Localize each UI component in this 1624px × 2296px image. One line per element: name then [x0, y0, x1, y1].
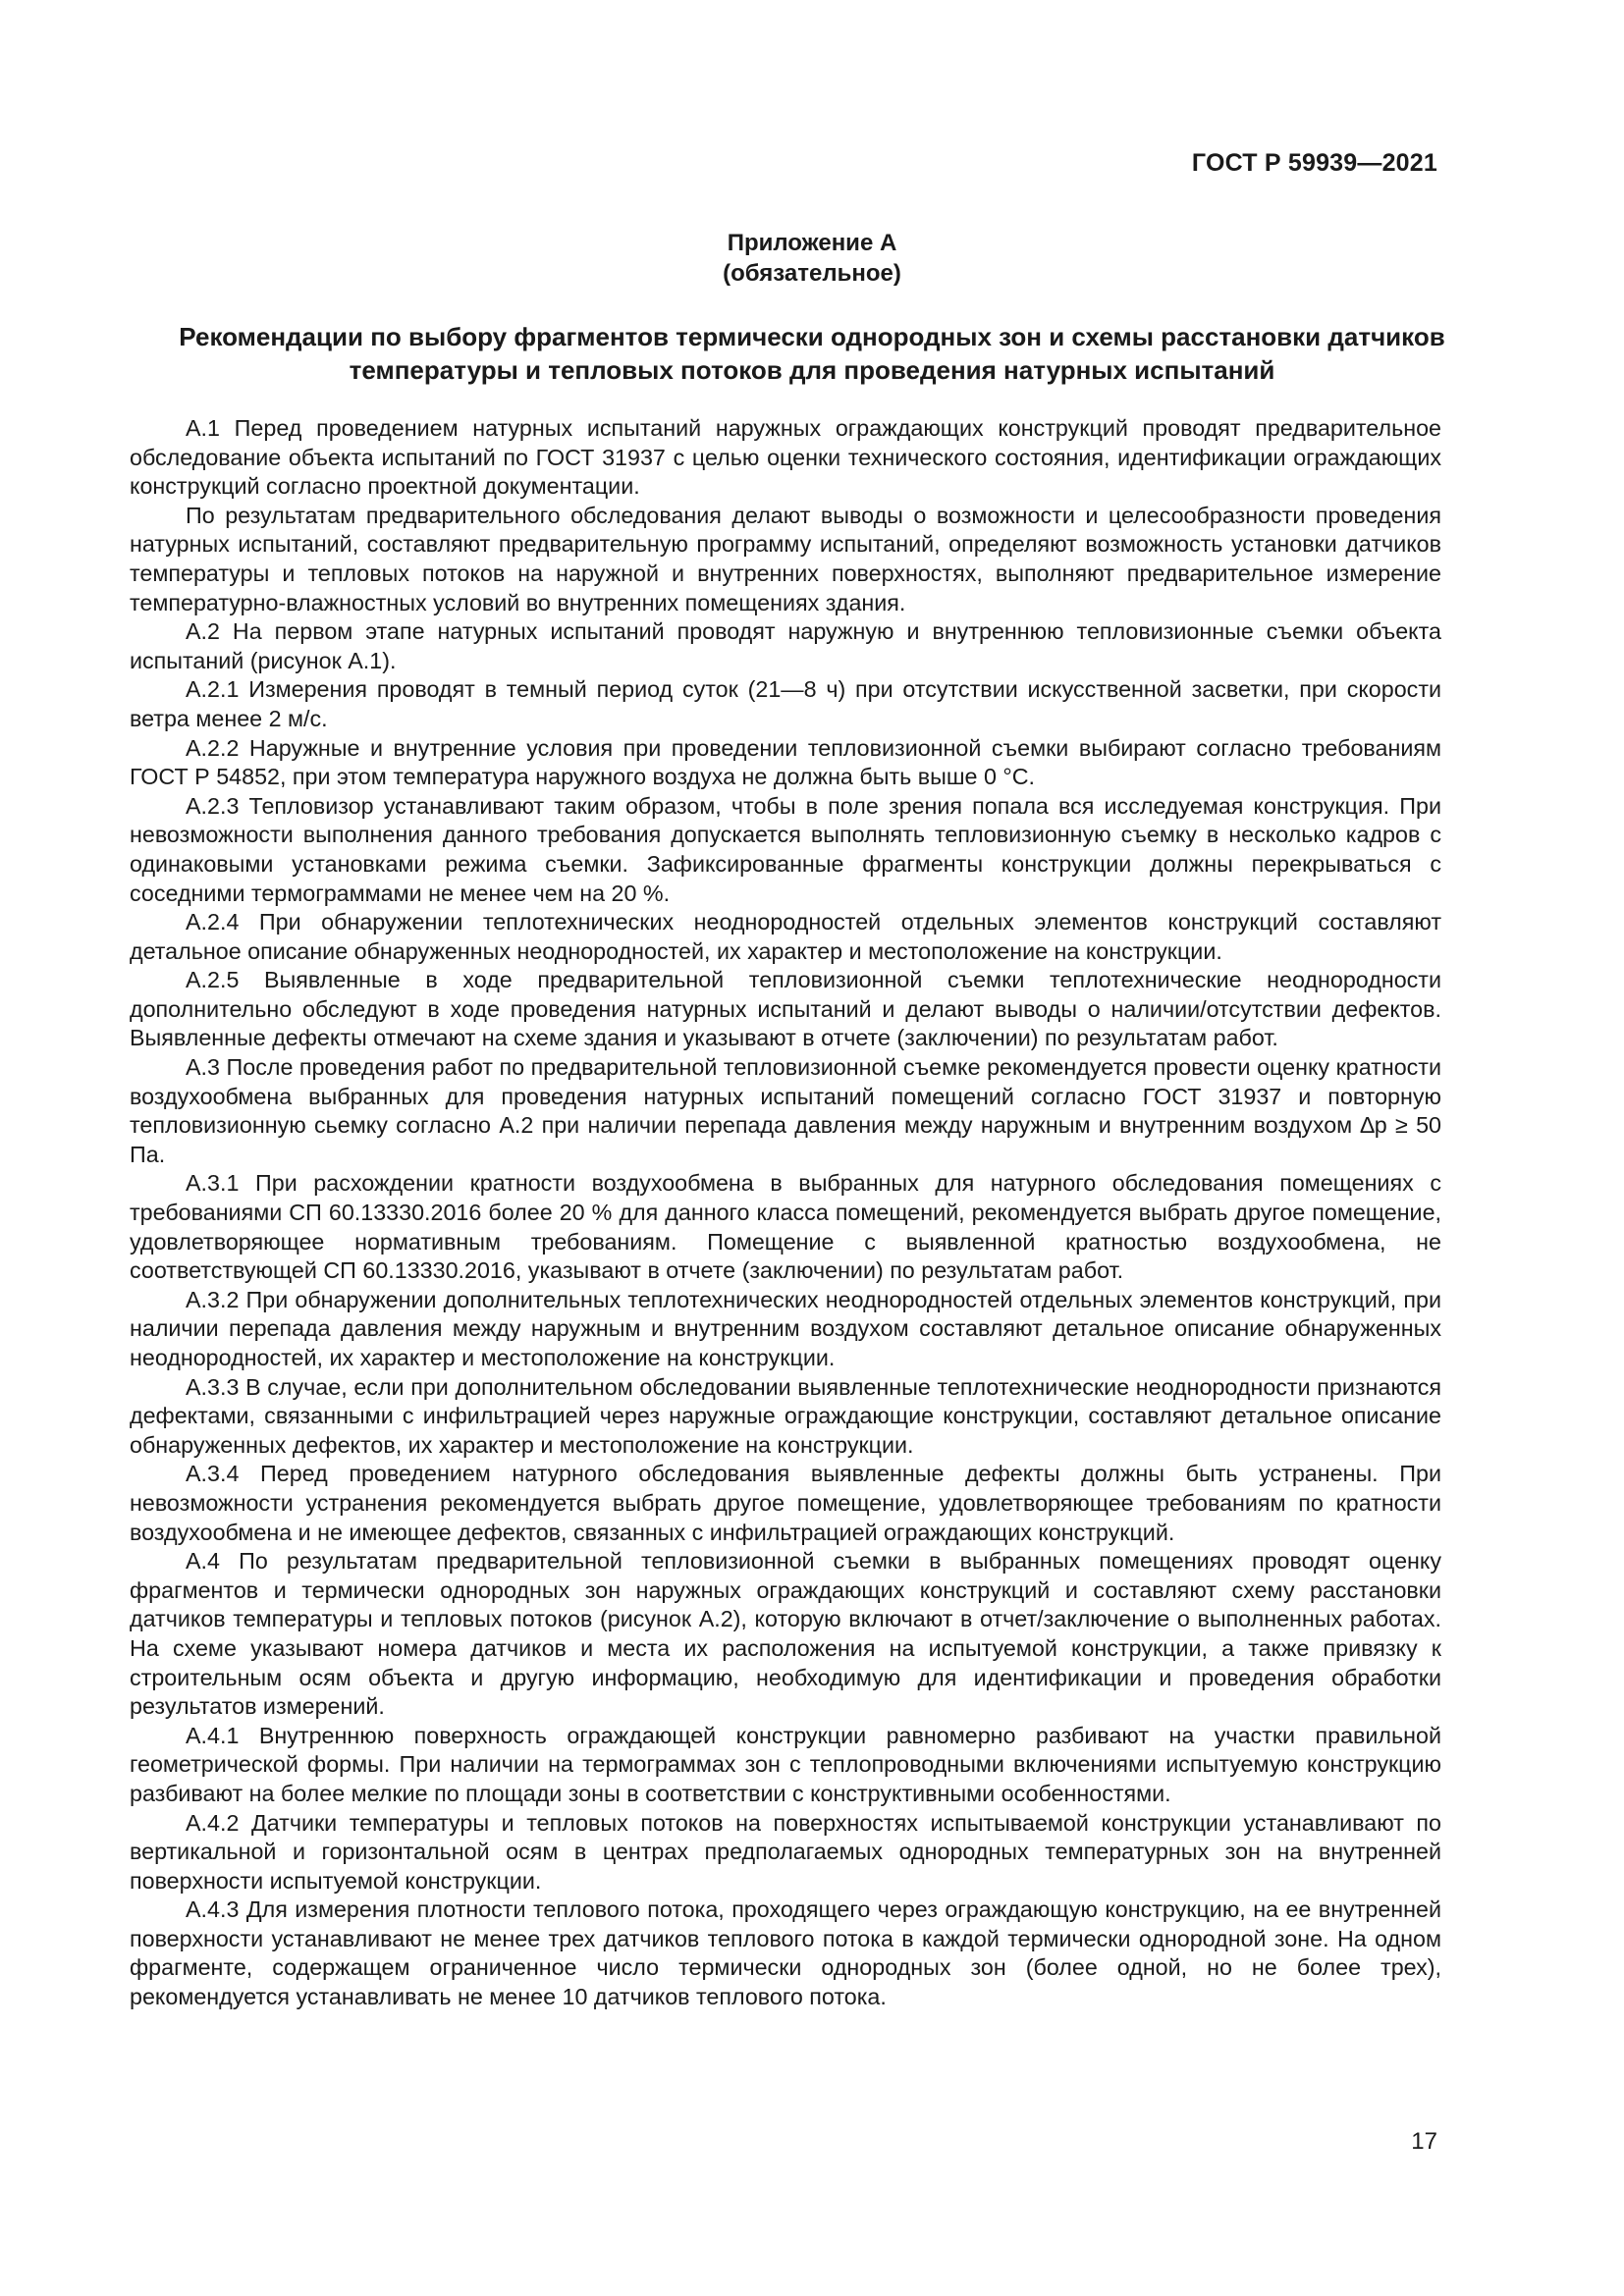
- paragraph-a4-2: А.4.2 Датчики температуры и тепловых потоков на поверхностях испытываемой конструкции устанавливают по вертикальной и горизонтальной осям в центрах предполагаемых однородных температурных зон на внутренней поверхности испытуемой конструкции.: [130, 1809, 1441, 1894]
- paragraph-a2-1: А.2.1 Измерения проводят в темный период суток (21—8 ч) при отсутствии искусственной засветки, при скорости ветра менее 2 м/с.: [130, 676, 1441, 731]
- paragraph-a3: А.3 После проведения работ по предварительной тепловизионной съемке рекомендуется провести оценку кратности воздухообмена выбранных для проведения натурных испытаний помещений согласно ГОСТ 31937 и повторную тепловизионную сьемку согласно А.2 при наличии перепада давления между наружным и внутренним воздухом ∆p ≥ 50 Па.: [130, 1054, 1441, 1167]
- paragraph-a1-results: По результатам предварительного обследования делают выводы о возможности и целесообразности проведения натурных испытаний, составляют предварительную программу испытаний, определяют возможность установки датчиков температуры и тепловых потоков на наружной и внутренних поверхностях, выполняют предварительное измерение температурно-влажностных условий во внутренних помещениях здания.: [130, 502, 1441, 615]
- section-title: Рекомендации по выбору фрагментов термически однородных зон и схемы расстановки датчиков температуры и тепловых потоков для проведения натурных испытаний: [179, 322, 1445, 385]
- appendix-status: (обязательное): [723, 260, 901, 287]
- paragraph-a4: А.4 По результатам предварительной тепловизионной съемки в выбранных помещениях проводят оценку фрагментов и термически однородных зон наружных ограждающих конструкций и составляют схему расстановки датчиков температуры и тепловых потоков (рисунок А.2), которую включают в отчет/заключение о выполненных работах. На схеме указывают номера датчиков и места их расположения на испытуемой конструкции, а также привязку к строительным осям объекта и другую информацию, необходимую для идентификации и проведения обработки результатов измерений.: [130, 1548, 1441, 1720]
- paragraph-a4-1: А.4.1 Внутреннюю поверхность ограждающей конструкции равномерно разбивают на участки правильной геометрической формы. При наличии на термограммах зон с теплопроводными включениями испытуемую конструкцию разбивают на более мелкие по площади зоны в соответствии с конструктивными особенностями.: [130, 1722, 1441, 1806]
- document-code: ГОСТ Р 59939—2021: [1191, 149, 1437, 177]
- paragraph-a3-4: А.3.4 Перед проведением натурного обследования выявленные дефекты должны быть устранены. При невозможности устранения рекомендуется выбрать другое помещение, удовлетворяющее требованиям по кратности воздухообмена и не имеющее дефектов, связанных с инфильтрацией ограждающих конструкций.: [130, 1461, 1441, 1545]
- paragraph-a2-2: А.2.2 Наружные и внутренние условия при проведении тепловизионной съемки выбирают согласно требованиям ГОСТ Р 54852, при этом температура наружного воздуха не должна быть выше 0 °С.: [130, 734, 1441, 790]
- paragraph-a3-3: А.3.3 В случае, если при дополнительном обследовании выявленные теплотехнические неоднородности признаются дефектами, связанными с инфильтрацией через наружные ограждающие конструкции, составляют детальное описание обнаруженных дефектов, их характер и местоположение на конструкции.: [130, 1373, 1441, 1458]
- paragraph-a2-3: А.2.3 Тепловизор устанавливают таким образом, чтобы в поле зрения попала вся исследуемая конструкция. При невозможности выполнения данного требования допускается выполнять тепловизионную съемку в несколько кадров с одинаковыми установками режима съемки. Зафиксированные фрагменты конструкции должны перекрываться с соседними термограммами не менее чем на 20 %.: [130, 792, 1441, 906]
- paragraph-a2-5: А.2.5 Выявленные в ходе предварительной тепловизионной съемки теплотехнические неоднородности дополнительно обследуют в ходе проведения натурных испытаний и делают выводы о наличии/отсутствии дефектов. Выявленные дефекты отмечают на схеме здания и указывают в отчете (заключении) по результатам работ.: [130, 967, 1441, 1051]
- paragraph-a4-3: А.4.3 Для измерения плотности теплового потока, проходящего через ограждающую конструкцию, на ее внутренней поверхности устанавливают не менее трех датчиков теплового потока в каждой термически однородной зоне. На одном фрагменте, содержащем ограниченное число термически однородных зон (более одной, но не более трех), рекомендуется устанавливать не менее 10 датчиков теплового потока.: [130, 1896, 1441, 2010]
- body-text: [130, 414, 1441, 2012]
- paragraph-a2: А.2 На первом этапе натурных испытаний проводят наружную и внутреннюю тепловизионные съемки объекта испытаний (рисунок А.1).: [130, 618, 1441, 673]
- paragraph-a3-1: А.3.1 При расхождении кратности воздухообмена в выбранных для натурного обследования помещениях с требованиями СП 60.13330.2016 более 20 % для данного класса помещений, рекомендуется выбрать другое помещение, удовлетворяющее нормативным требованиям. Помещение с выявленной кратностью воздухообмена, не соответствующей СП 60.13330.2016, указывают в отчете (заключении) по результатам работ.: [130, 1170, 1441, 1284]
- appendix-label: Приложение А: [727, 230, 897, 256]
- paragraph-a3-2: А.3.2 При обнаружении дополнительных теплотехнических неоднородностей отдельных элементов конструкций, при наличии перепада давления между наружным и внутренним воздухом составляют детальное описание обнаруженных неоднородностей, их характер и местоположение на конструкции.: [130, 1286, 1441, 1370]
- page-number: 17: [1411, 2128, 1437, 2155]
- paragraph-a2-4: А.2.4 При обнаружении теплотехнических неоднородностей отдельных элементов конструкций составляют детальное описание обнаруженных неоднородностей, их характер и местоположение на конструкции.: [130, 909, 1441, 964]
- paragraph-a1: А.1 Перед проведением натурных испытаний наружных ограждающих конструкций проводят предварительное обследование объекта испытаний по ГОСТ 31937 с целью оценки технического состояния, идентификации ограждающих конструкций согласно проектной документации.: [130, 415, 1441, 500]
